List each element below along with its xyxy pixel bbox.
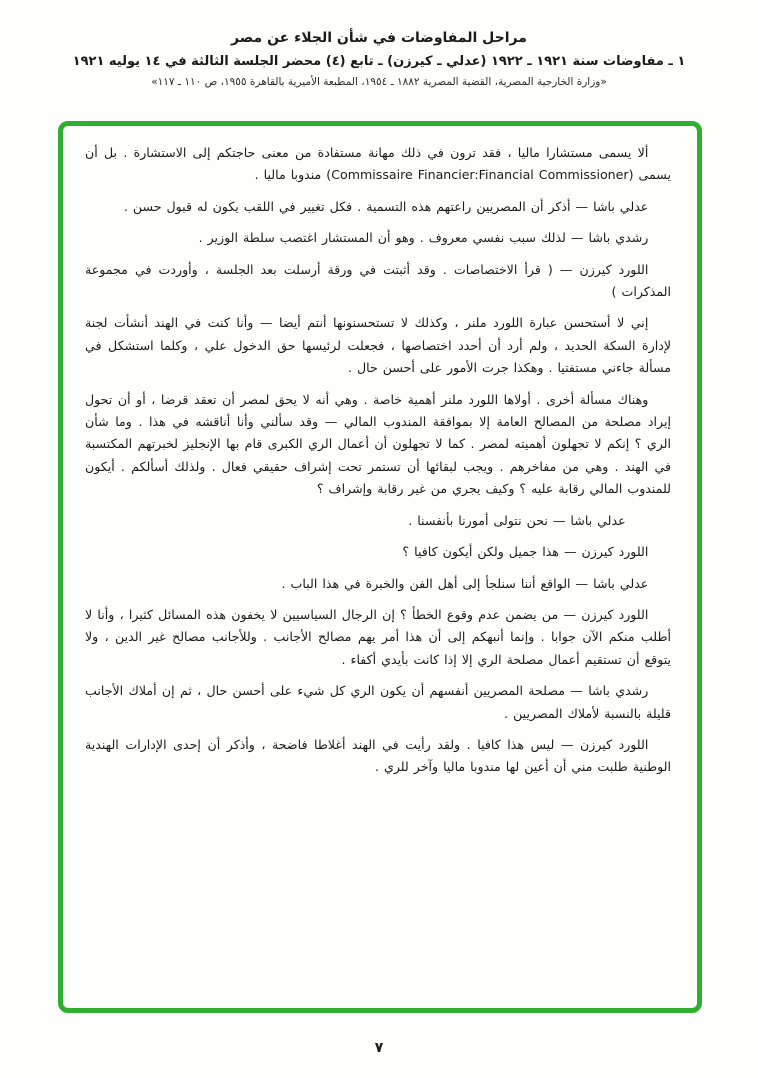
document-title: مراحل المفاوضات في شأن الجلاء عن مصر (231, 30, 527, 46)
document-source-citation: «وزارة الخارجية المصرية، القضية المصرية ١٨٨٢ ـ ١٩٥٤، المطبعة الأميرية بالقاهرة ١٩٥٥، ص ١١٠ ـ ١١٧» (151, 76, 607, 88)
paragraph-speaker-curzon: اللورد كيرزن — هذا جميل ولكن أيكون كافيا ؟ (402, 544, 649, 560)
paragraph: إني لا أستحسن عبارة اللورد ملنر ، وكذلك لا تستحسنونها أنتم أيضا — وأنا كنت في الهند أنشأت لجنة لإدارة السكة الحديد ، ولم أرد أن أحدد اختصاصها ، فجعلت لرئيسها حق الدخول علي ، وكلما استشكل في مسألة جاءني مستفتيا . وهكذا جرت الأمور على أحسن حال . (85, 315, 671, 376)
paragraph-speaker-rushdi: رشدي باشا — مصلحة المصريين أنفسهم أن يكون الري كل شيء على أحسن حال ، ثم إن أملاك الأجانب قليلة بالنسبة لأملاك المصريين . (85, 683, 671, 721)
paragraph-speaker-curzon: اللورد كيرزن — ليس هذا كافيا . ولقد رأيت في الهند أغلاطا فاضحة ، وأذكر أن إحدى الإدارات الهندية الوطنية طلبت مني أن أعين لها مندوبا ماليا وآخر للري . (85, 736, 671, 775)
paragraph: وهناك مسألة أخرى . أولاها اللورد ملنر أهمية خاصة . وهي أنه لا يحق لمصر أن تعقد قرضا ، أو أن تحول إيراد مصلحة من المصالح العامة إلا بموافقة المندوب المالي — وقد سألني وأنا أناقشه في هذا . وما شأن الري ؟ إنكم لا تجهلون أهميته لمصر . كما لا تجهلون أن أعمال الري الكبرى قام بها الإنجليز لخبرتهم المكتسبة في الهند . وهي من مفاخرهم . ويجب لبقائها أن تستمر تحت إشراف حقيقي فعال . ولذلك أسألكم . أيكون للمندوب المالي رقابة عليه ؟ وكيف يجري من غير رقابة وإشراف ؟ (85, 391, 671, 497)
paragraph-speaker-curzon: اللورد كيرزن — ( قرأ الاختصاصات . وقد أثبتت في ورقة أرسلت بعد الجلسة ، وأوردت في مجموعة المذكرات ) (85, 261, 671, 300)
paragraph-speaker-curzon: اللورد كيرزن — من يضمن عدم وقوع الخطأ ؟ إن الرجال السياسيين لا يخفون هذه المسائل كثيرا ، وأنا لا أطلب منكم الآن جوابا . وإنما أنبهكم إلى أن هذا أمر يهم مصالح الأجانب . وللأجانب مصالح غير الدين ، ولا يتوقع أن تستقيم أعمال مصلحة الري إلا إذا كانت بأيدي أكفاء . (85, 606, 671, 667)
document-subtitle: ١ ـ مفاوضات سنة ١٩٢١ ـ ١٩٢٢ (عدلي ـ كيرزن) ـ تابع (٤) محضر الجلسة الثالثة في ١٤ يوليه ١٩٢١ (72, 54, 686, 69)
paragraph: ألا يسمى مستشارا ماليا ، فقد ترون في ذلك مهانة مستفادة من معنى حاجتكم إلى الاستشارة . بل أن يسمى (Commissaire Financier:Financial Commissioner) مندوبا ماليا . (85, 145, 671, 183)
paragraph-speaker-adly: عدلي باشا — أذكر أن المصريين راعتهم هذه التسمية . فكل تغيير في اللقب يكون له قبول حسن . (123, 198, 649, 214)
page-number: ٧ (374, 1040, 384, 1056)
paragraph-speaker-adly: عدلي باشا — نحن نتولى أمورنا بأنفسنا . (408, 512, 626, 528)
paragraph-speaker-adly: عدلي باشا — الواقع أننا سنلجأ إلى أهل الفن والخبرة في هذا الباب . (281, 575, 649, 591)
page-footer (0, 1037, 758, 1056)
page-header (0, 0, 758, 88)
paragraph-speaker-rushdi: رشدي باشا — لذلك سبب نفسي معروف . وهو أن المستشار اغتصب سلطة الوزير . (198, 230, 649, 246)
highlight-box (58, 121, 702, 1013)
